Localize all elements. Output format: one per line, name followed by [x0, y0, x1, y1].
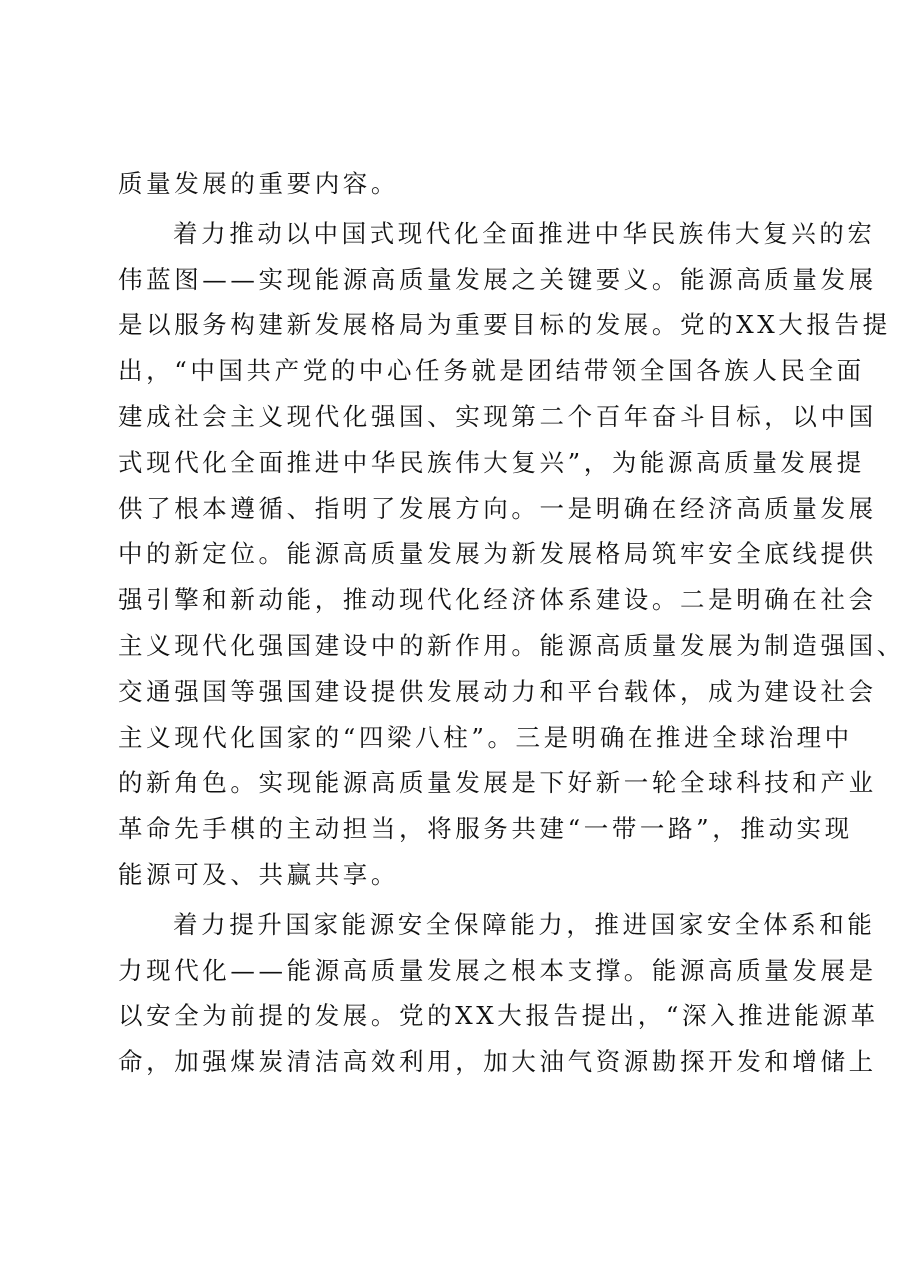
text-line: 伟蓝图——实现能源高质量发展之关键要义。能源高质量发展 [118, 264, 877, 294]
text-line: 命，加强煤炭清洁高效利用，加大油气资源勘探开发和增储上 [118, 1047, 877, 1077]
text-line: 式现代化全面推进中华民族伟大复兴”，为能源高质量发展提 [118, 447, 865, 477]
document-body [118, 161, 905, 1085]
text-line: 中的新定位。能源高质量发展为新发展格局筑牢安全底线提供 [118, 539, 877, 569]
text-line: 强引擎和新动能，推动现代化经济体系建设。二是明确在社会 [118, 585, 877, 615]
text-line: 以安全为前提的发展。党的XX大报告提出，“深入推进能源革 [118, 1001, 879, 1031]
text-line: 能源可及、共赢共享。 [118, 859, 399, 889]
text-line: 革命先手棋的主动担当，将服务共建“一带一路”，推动实现 [118, 814, 853, 844]
text-line: 供了根本遵循、指明了发展方向。一是明确在经济高质量发展 [118, 493, 877, 523]
paragraph-3 [118, 902, 879, 1085]
text-line: 力现代化——能源高质量发展之根本支撑。能源高质量发展是 [118, 955, 877, 985]
text-line: 的新角色。实现能源高质量发展是下好新一轮全球科技和产业 [118, 768, 877, 798]
text-line: 交通强国等强国建设提供发展动力和平台载体，成为建设社会 [118, 676, 877, 706]
text-line: 主义现代化国家的“四梁八柱”。三是明确在推进全球治理中 [118, 722, 853, 752]
text-line: 是以服务构建新发展格局为重要目标的发展。党的XX大报告提 [118, 310, 891, 340]
text-line: 着力提升国家能源安全保障能力，推进国家安全体系和能 [173, 909, 876, 939]
text-line: 建成社会主义现代化强国、实现第二个百年奋斗目标，以中国 [118, 401, 877, 431]
text-line: 出，“中国共产党的中心任务就是团结带领全国各族人民全面 [118, 356, 865, 386]
text-line: 质量发展的重要内容。 [118, 169, 399, 198]
paragraph-2 [118, 211, 905, 898]
text-line: 主义现代化强国建设中的新作用。能源高质量发展为制造强国、 [118, 630, 905, 660]
text-line: 着力推动以中国式现代化全面推进中华民族伟大复兴的宏 [173, 218, 876, 248]
paragraph-1 [118, 161, 808, 207]
